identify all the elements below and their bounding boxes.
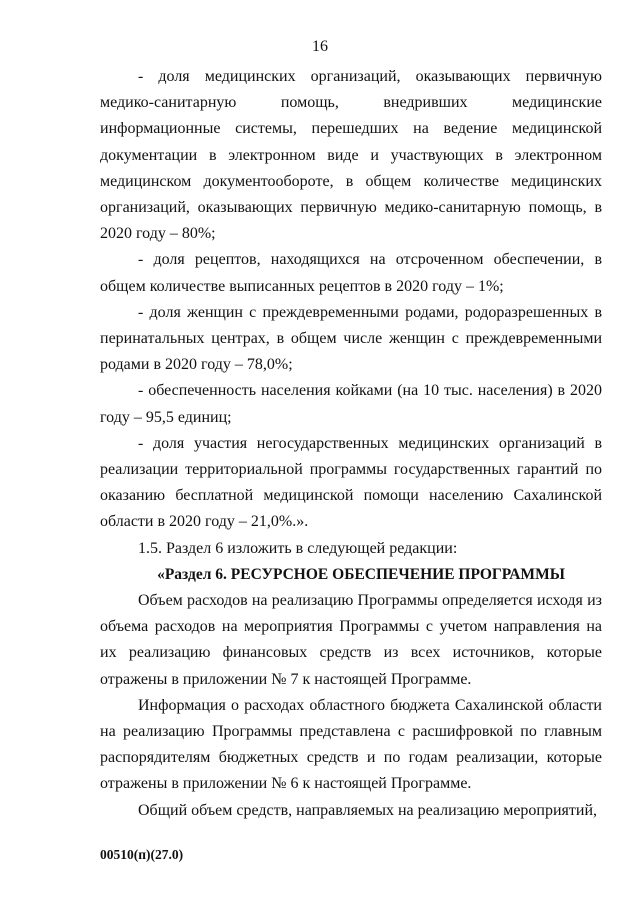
amendment-paragraph: 1.5. Раздел 6 изложить в следующей редакции: (138, 539, 458, 557)
document-code: 00510(п)(27.0) (100, 847, 184, 862)
indicator-paragraph-medical-info-systems: - доля медицинских организаций, оказывающих первичную медико-санитарную помощь, внедривших медицинские информационные системы, перешедших на ведение медицинской документации в электронном виде и участвующих в электронном медицинском документообороте, в общем количестве медицинских организаций, оказывающих первичную медико-санитарную помощь, в 2020 году – 80%; (100, 68, 602, 243)
section-paragraph-total-volume: Общий объем средств, направляемых на реализацию мероприятий, (138, 801, 598, 819)
indicator-paragraph-non-state-organizations: - доля участия негосударственных медицинских организаций в реализации территориальной программы государственных гарантий по оказанию бесплатной медицинской помощи населению Сахалинской области в 2020 году – 21,0%.». (100, 434, 602, 531)
section-heading: «Раздел 6. РЕСУРСНОЕ ОБЕСПЕЧЕНИЕ ПРОГРАММЫ (157, 565, 565, 583)
section-paragraph-budget-info: Информация о расходах областного бюджета Сахалинской области на реализацию Программы представлена с расшифровкой по главным распорядителям бюджетных средств и по годам реализации, которые отражены в приложении № 6 к настоящей Программе. (100, 696, 602, 793)
indicator-paragraph-deferred-prescriptions: - доля рецептов, находящихся на отсроченном обеспечении, в общем количестве выписанных рецептов в 2020 году – 1%; (100, 251, 602, 295)
indicator-paragraph-hospital-beds: - обеспеченность населения койками (на 10 тыс. населения) в 2020 году – 95,5 единиц; (100, 382, 602, 426)
page-number: 16 (312, 38, 328, 55)
indicator-paragraph-premature-births: - доля женщин с преждевременными родами, родоразрешенных в перинатальных центрах, в общем числе женщин с преждевременными родами в 2020 году – 78,0%; (100, 303, 602, 374)
section-paragraph-expense-volume: Объем расходов на реализацию Программы определяется исходя из объема расходов на мероприятия Программы с учетом направления на их реализацию финансовых средств из всех источников, которые отражены в приложении № 7 к настоящей Программе. (100, 592, 602, 688)
document-body (100, 64, 602, 824)
